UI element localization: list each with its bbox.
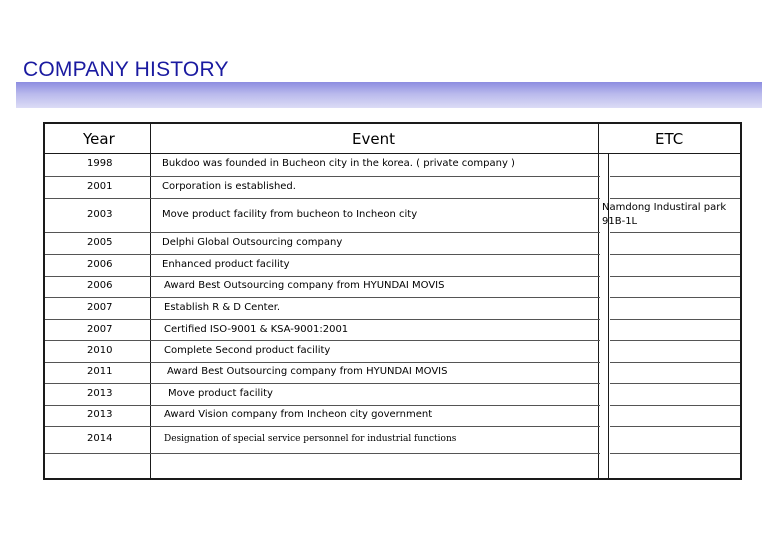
etc-row <box>610 341 740 363</box>
row-event: Designation of special service personnel for industrial functions <box>164 434 457 444</box>
table-row <box>45 154 600 177</box>
etc-row <box>610 255 740 277</box>
header-etc: ETC <box>655 130 684 148</box>
table-row <box>45 277 600 298</box>
table-row <box>45 177 600 199</box>
etc-row <box>610 320 740 341</box>
row-event: Complete Second product facility <box>164 345 331 356</box>
row-event: Award Best Outsourcing company from HYUNDAI MOVIS <box>164 280 445 291</box>
row-year: 2006 <box>87 280 113 291</box>
etc-row <box>610 427 740 454</box>
row-year: 2010 <box>87 345 113 356</box>
header-year: Year <box>83 130 115 148</box>
etc-row <box>610 298 740 320</box>
row-year: 2001 <box>87 181 113 192</box>
etc-note-line-1: Namdong Industiral park <box>602 202 727 213</box>
row-event: Bukdoo was founded in Bucheon city in the korea. ( private company ) <box>162 158 515 169</box>
etc-header <box>600 124 742 154</box>
row-event: Establish R & D Center. <box>164 302 281 313</box>
table-row <box>45 384 600 406</box>
table-row <box>45 255 600 277</box>
etc-row <box>610 406 740 427</box>
history-table <box>43 122 742 480</box>
row-event: Award Best Outsourcing company from HYUNDAI MOVIS <box>167 366 448 377</box>
row-year: 2013 <box>87 388 113 399</box>
table-row <box>45 427 600 454</box>
etc-row <box>610 363 740 384</box>
etc-row <box>610 154 740 177</box>
row-year: 2011 <box>87 366 113 377</box>
row-year: 2006 <box>87 259 113 270</box>
row-year: 2003 <box>87 209 113 220</box>
etc-note-line-2: 91B-1L <box>602 216 638 227</box>
table-row <box>45 406 600 427</box>
row-year: 2005 <box>87 237 113 248</box>
header-event: Event <box>352 130 395 148</box>
row-year: 2007 <box>87 324 113 335</box>
row-event: Corporation is established. <box>162 181 296 192</box>
table-row <box>45 341 600 363</box>
title-underline-bar <box>16 82 762 108</box>
table-row <box>45 320 600 341</box>
row-event: Move product facility from bucheon to Incheon city <box>162 209 418 220</box>
row-event: Move product facility <box>168 388 273 399</box>
row-event: Award Vision company from Incheon city government <box>164 409 433 420</box>
table-row <box>45 199 600 233</box>
etc-row <box>610 233 740 255</box>
row-event: Certified ISO-9001 & KSA-9001:2001 <box>164 324 349 335</box>
row-year: 2014 <box>87 433 113 444</box>
table-row <box>45 298 600 320</box>
page-title: COMPANY HISTORY <box>23 58 229 81</box>
row-year: 1998 <box>87 158 113 169</box>
table-header <box>45 124 600 154</box>
etc-row <box>610 384 740 406</box>
etc-row <box>610 177 740 199</box>
row-year: 2013 <box>87 409 113 420</box>
row-event: Enhanced product facility <box>162 259 290 270</box>
etc-row <box>610 277 740 298</box>
table-row <box>45 233 600 255</box>
row-year: 2007 <box>87 302 113 313</box>
row-event: Delphi Global Outsourcing company <box>162 237 343 248</box>
etc-note <box>602 201 726 229</box>
table-row <box>45 363 600 384</box>
